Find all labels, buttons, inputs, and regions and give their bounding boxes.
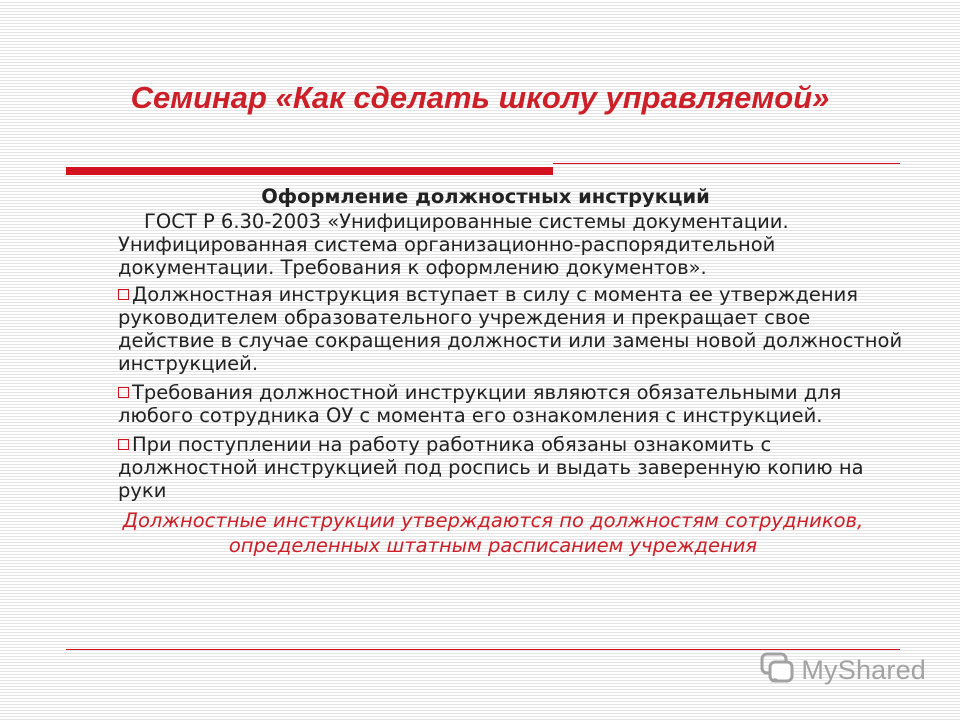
- slide-title: Семинар «Как сделать школу управляемой»: [130, 80, 830, 115]
- bullet-item: [118, 433, 908, 502]
- square-bullet-icon: [118, 439, 129, 450]
- myshared-watermark[interactable]: [759, 652, 926, 688]
- bottom-divider: [66, 649, 900, 650]
- slide-body: [118, 185, 908, 558]
- intro-paragraph: ГОСТ Р 6.30-2003 «Унифицированные системы документации. Унифицированная система организационно-распорядительной документации. Требования к оформлению документов».: [118, 210, 789, 279]
- bullet-text: При поступлении на работу работника обязаны ознакомить с должностной инструкцией под роспись и выдать заверенную копию на руки: [118, 433, 864, 502]
- slide-subtitle: Оформление должностных инструкций: [261, 185, 710, 208]
- square-bullet-icon: [118, 289, 129, 300]
- top-divider: [553, 163, 900, 164]
- bullet-item: [118, 381, 908, 427]
- accent-bar: [66, 167, 553, 175]
- bullet-text: Требования должностной инструкции являются обязательными для любого сотрудника ОУ с момента его ознакомления с инструкцией.: [118, 381, 842, 427]
- bullet-text: Должностная инструкция вступает в силу с момента ее утверждения руководителем образовательного учреждения и прекращает свое действие в случае сокращения должности или замены новой должностной инструкцией.: [118, 283, 903, 375]
- watermark-text: MyShared: [801, 654, 926, 685]
- myshared-logo-icon: [759, 652, 795, 688]
- highlight-note: Должностные инструкции утверждаются по должностям сотрудников, определенных штатным расписанием учреждения: [122, 509, 864, 557]
- bullet-item: [118, 283, 908, 375]
- square-bullet-icon: [118, 387, 129, 398]
